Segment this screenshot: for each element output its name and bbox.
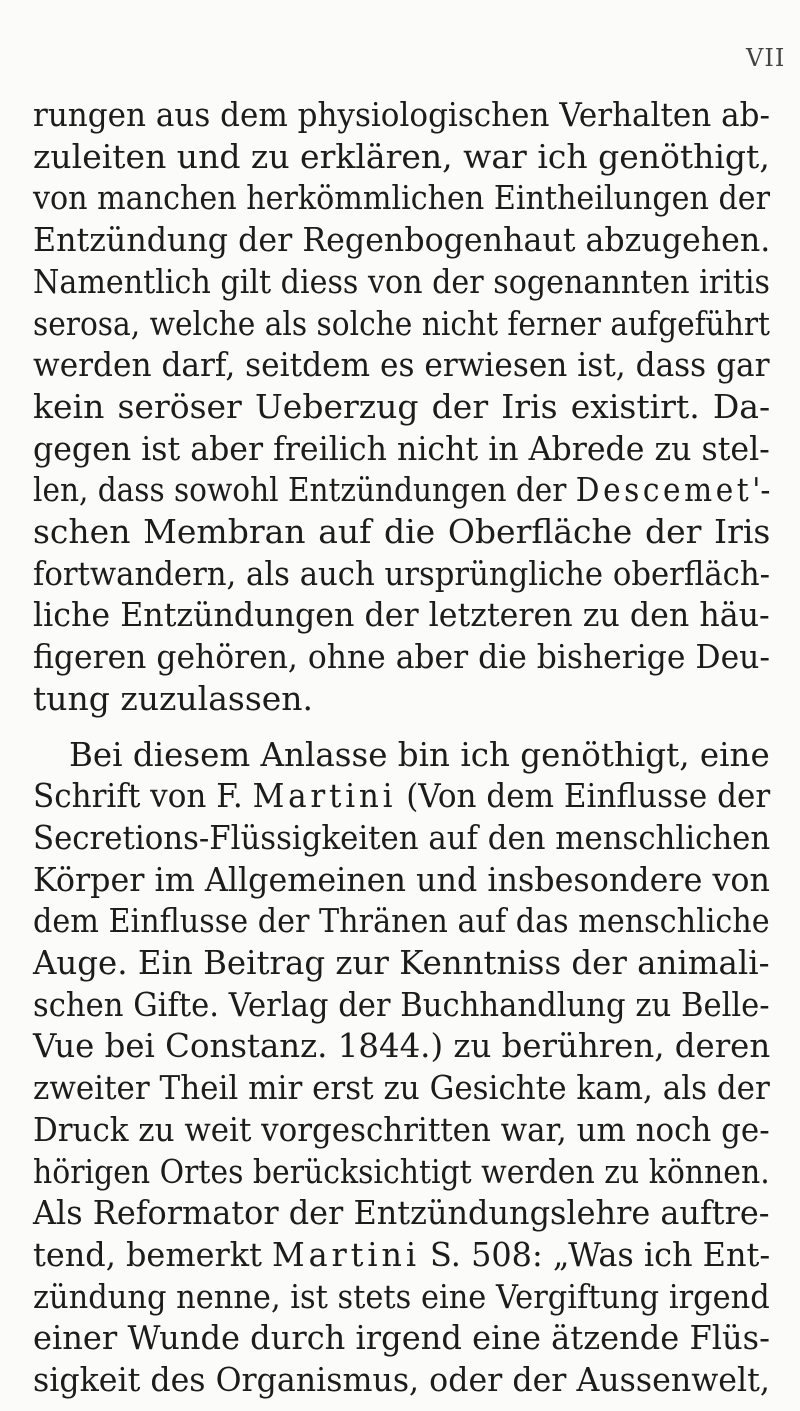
page-number: VII bbox=[746, 44, 786, 72]
text-line bbox=[33, 859, 770, 899]
text-line bbox=[33, 261, 771, 301]
line-text: Als Reformator der Entzündungslehre auftre- bbox=[33, 1193, 770, 1233]
line-text: zündung nenne, ist stets eine Vergiftung irgend bbox=[33, 1276, 770, 1316]
text-line bbox=[33, 1318, 770, 1358]
line-text: zuleiten und zu erklären, war ich genöthigt, bbox=[33, 136, 770, 176]
text-line bbox=[33, 95, 770, 134]
text-line bbox=[33, 984, 770, 1024]
line-text: serosa, welche als solche nicht ferner aufgeführt bbox=[33, 303, 770, 343]
text-line bbox=[33, 512, 771, 551]
text-line bbox=[33, 1193, 770, 1233]
line-text: hörigen Ortes berücksichtigt werden zu können. bbox=[33, 1151, 770, 1191]
text-line bbox=[33, 943, 770, 982]
text-line bbox=[33, 220, 771, 260]
text-line bbox=[33, 1360, 770, 1399]
line-text: Körper im Allgemeinen und insbesondere von bbox=[33, 859, 770, 899]
line-text: Bei diesem Anlasse bin ich genöthigt, eine bbox=[69, 734, 770, 774]
line-text: rungen aus dem physiologischen Verhalten ab- bbox=[33, 95, 770, 134]
line-text: einer Wunde durch irgend eine ätzende Flüs- bbox=[33, 1318, 770, 1358]
text-line bbox=[33, 136, 770, 176]
line-text: tend, bemerkt bbox=[33, 1234, 273, 1274]
text-line bbox=[33, 901, 770, 941]
text-line bbox=[33, 637, 770, 677]
line-text: len, dass sowohl Entzündungen der bbox=[33, 470, 576, 510]
line-text: von manchen herkömmlichen Eintheilungen der bbox=[33, 178, 770, 218]
spaced-name: Descemet bbox=[575, 470, 753, 510]
text-line bbox=[33, 386, 771, 426]
line-text: Schrift von F. bbox=[33, 776, 253, 816]
line-text: Druck zu weit vorgeschritten war, um noch ge- bbox=[33, 1109, 770, 1149]
text-line bbox=[33, 1276, 770, 1316]
text-line bbox=[33, 817, 771, 857]
text-line bbox=[33, 595, 770, 635]
text-line bbox=[33, 303, 770, 343]
line-text: Entzündung der Regenbogenhaut abzugehen. bbox=[33, 220, 771, 260]
spaced-name: Martini bbox=[272, 1234, 420, 1274]
line-text: figeren gehören, ohne aber die bisherige Deu- bbox=[33, 637, 770, 677]
line-text: Namentlich gilt diess von der sogenannten iritis bbox=[33, 261, 771, 301]
spaced-name: Martini bbox=[252, 776, 397, 816]
line-text: sigkeit des Organismus, oder der Aussenwelt, bbox=[33, 1360, 770, 1399]
text-line bbox=[33, 1109, 770, 1149]
line-text: zweiter Theil mir erst zu Gesichte kam, als der bbox=[33, 1068, 770, 1108]
text-line bbox=[33, 345, 770, 385]
line-text: Vue bei Constanz. 1844.) zu berühren, deren bbox=[33, 1026, 771, 1066]
text-line bbox=[33, 553, 770, 593]
text-line bbox=[33, 178, 770, 218]
line-text: fortwandern, als auch ursprüngliche oberfläch- bbox=[33, 553, 770, 593]
line-text: Auge. Ein Beitrag zur Kenntniss der animali- bbox=[33, 943, 770, 982]
line-text: kein seröser Ueberzug der Iris existirt. Da- bbox=[33, 386, 771, 426]
line-text: (Von dem Einflusse der bbox=[396, 776, 771, 816]
line-text: werden darf, seitdem es erwiesen ist, dass gar bbox=[33, 345, 770, 385]
text-line bbox=[33, 1151, 770, 1191]
text-line bbox=[33, 1234, 771, 1274]
line-text: S. 508: „Was ich Ent- bbox=[419, 1234, 771, 1274]
line-text: Secretions-Flüssigkeiten auf den menschlichen bbox=[33, 817, 771, 857]
line-text: tung zuzulassen. bbox=[33, 678, 314, 718]
text-line bbox=[33, 428, 770, 468]
text-line bbox=[33, 678, 770, 718]
text-line bbox=[33, 1026, 771, 1066]
text-line bbox=[33, 1068, 770, 1108]
line-text: dem Einflusse der Thränen auf das menschliche bbox=[33, 901, 770, 941]
text-line bbox=[69, 734, 770, 774]
text-line bbox=[33, 776, 771, 816]
line-text: '- bbox=[752, 470, 771, 510]
text-line bbox=[33, 470, 771, 510]
line-text: liche Entzündungen der letzteren zu den häu- bbox=[33, 595, 770, 635]
line-text: schen Membran auf die Oberfläche der Iris bbox=[33, 512, 771, 551]
line-text: schen Gifte. Verlag der Buchhandlung zu Belle- bbox=[33, 984, 770, 1024]
line-text: gegen ist aber freilich nicht in Abrede zu stel- bbox=[33, 428, 770, 468]
